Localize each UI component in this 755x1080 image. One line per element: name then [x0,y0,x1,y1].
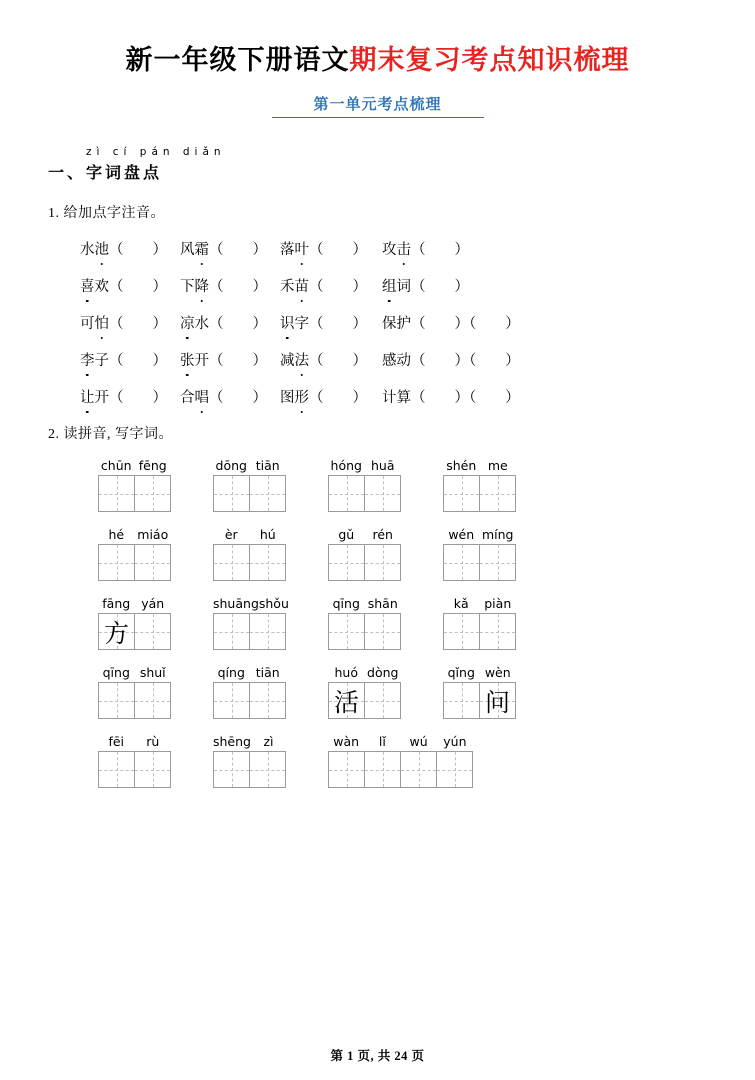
dotted-char: 苗 [294,279,309,295]
word-char: 词 [396,279,411,295]
tianzige-cell[interactable] [479,475,516,512]
pinyin-syllable: huó [334,665,358,680]
pinyin-syllable: shēng [213,734,251,749]
word-char: 开 [194,353,209,369]
zhuyin-item [382,238,469,259]
tianzige-group [443,664,516,719]
dotted-char: 霜 [194,242,209,258]
pinyin-syllable: hú [259,527,276,542]
group-pinyin [443,664,516,680]
zhuyin-item [382,386,520,407]
zhuyin-item [80,386,180,407]
tianzige-cell[interactable] [479,544,516,581]
group-pinyin [328,733,473,749]
tianzige-cells [328,544,401,581]
tianzige-group [443,595,516,650]
zhuyin-row [80,349,715,370]
zhuyin-item [180,238,280,259]
tianzige-cells [213,613,286,650]
zhuyin-item [382,275,469,296]
zhuyin-row [80,312,715,333]
word-char: 减 [280,353,295,369]
answer-blank[interactable]: （ ） [469,353,520,369]
tianzige-cells [328,751,473,788]
zhuyin-row [80,386,715,407]
question-2-label: 2. 读拼音, 写字词。 [48,427,173,442]
tianzige-cells [98,682,171,719]
pinyin-syllable: shǒu [258,596,289,611]
zhuyin-item [280,275,382,296]
answer-blank[interactable]: （ ） [309,242,367,258]
group-pinyin [213,664,286,680]
group-pinyin [443,595,516,611]
word-char: 计 [382,390,397,406]
word-char: 攻 [382,242,397,258]
tianzige-cell[interactable] [328,544,365,581]
tianzige-cells [328,475,401,512]
tianzige-cells [328,682,401,719]
tianzige-group [213,595,289,650]
zhuyin-item [80,312,180,333]
pinyin-syllable: fēi [108,734,125,749]
pinyin-syllable: hóng [330,458,362,473]
tianzige-cell[interactable] [98,682,135,719]
tianzige-cells [213,544,286,581]
word-char: 水 [80,242,95,258]
section-heading-pinyin: zì cí pán diǎn [86,146,226,158]
answer-blank[interactable]: （ ） [109,279,167,295]
word-char: 禾 [280,279,295,295]
tianzige-char: 方 [103,620,129,648]
answer-blank[interactable]: （ ） [109,316,167,332]
answer-blank[interactable]: （ ） [411,390,469,406]
pinyin-syllable: shuǐ [139,665,166,680]
tianzige-group [98,595,171,650]
word-char: 动 [396,353,411,369]
group-pinyin [213,526,286,542]
group-pinyin [98,664,171,680]
zhuyin-item [280,312,382,333]
pinyin-syllable: wàn [333,734,360,749]
section-heading [48,148,715,182]
pinyin-syllable: shuāng [213,596,259,611]
tianzige-group [213,457,286,512]
tianzige-cell[interactable] [249,544,286,581]
pinyin-syllable: chūn [100,458,132,473]
tianzige-cells [213,475,286,512]
tianzige-cell[interactable] [443,613,480,650]
dotted-char: 组 [382,279,397,295]
dotted-char: 降 [194,279,209,295]
zhuyin-item [80,275,180,296]
word-char: 图 [280,390,295,406]
tianzige-row [40,595,715,650]
tianzige-cell[interactable] [134,682,171,719]
tianzige-cells [443,475,516,512]
tianzige-cell[interactable] [436,751,473,788]
word-char: 保 [382,316,397,332]
zhuyin-item [382,312,520,333]
dotted-char: 形 [294,390,309,406]
zhuyin-item [180,312,280,333]
tianzige-group [443,457,516,512]
tianzige-cell[interactable] [364,544,401,581]
zhuyin-item [80,349,180,370]
zhuyin-row [80,275,715,296]
dotted-char: 怕 [94,316,109,332]
page-footer: 第 1 页, 共 24 页 [330,1049,425,1063]
word-char: 字 [294,316,309,332]
group-pinyin [98,595,171,611]
zhuyin-item [180,275,280,296]
pinyin-syllable: piàn [484,596,512,611]
tianzige-row [40,664,715,719]
word-char: 合 [180,390,195,406]
pinyin-syllable: gǔ [338,527,355,542]
pinyin-syllable: wú [409,734,428,749]
pinyin-syllable: huā [370,458,395,473]
pinyin-syllable: tiān [255,665,280,680]
tianzige-cells [98,544,171,581]
tianzige-cell[interactable] [249,751,286,788]
answer-blank[interactable]: （ ） [209,390,267,406]
group-pinyin [98,526,171,542]
pinyin-syllable: wèn [484,665,511,680]
tianzige-cell[interactable] [328,751,365,788]
dotted-char: 让 [80,390,95,406]
group-pinyin [98,733,171,749]
pinyin-syllable: qíng [217,665,245,680]
pinyin-syllable: fēng [138,458,167,473]
tianzige-cell[interactable] [134,544,171,581]
tianzige-group [98,664,171,719]
tianzige-cell[interactable] [98,613,135,650]
zhuyin-item [280,386,382,407]
tianzige-cell[interactable] [249,613,286,650]
answer-blank[interactable]: （ ） [309,390,367,406]
answer-blank[interactable]: （ ） [469,390,520,406]
pinyin-syllable: rù [146,734,160,749]
pinyin-syllable: shén [446,458,477,473]
answer-blank[interactable]: （ ） [411,279,469,295]
answer-blank[interactable]: （ ） [411,353,469,369]
word-char: 风 [180,242,195,258]
tianzige-cell[interactable] [364,475,401,512]
tianzige-cell[interactable] [134,751,171,788]
question-1-label: 1. 给加点字注音。 [48,206,165,221]
tianzige-cells [213,751,286,788]
tianzige-cell[interactable] [364,682,401,719]
zhuyin-exercise [80,238,715,407]
word-char: 感 [382,353,397,369]
tianzige-cell[interactable] [443,475,480,512]
word-char: 水 [194,316,209,332]
answer-blank[interactable]: （ ） [309,279,367,295]
group-pinyin [328,595,401,611]
pinyin-syllable: qīng [102,665,130,680]
dotted-char: 张 [180,353,195,369]
zhuyin-row [80,238,715,259]
answer-blank[interactable]: （ ） [109,242,167,258]
tianzige-group [328,457,401,512]
tianzige-cell[interactable] [98,544,135,581]
tianzige-group [328,526,401,581]
answer-blank[interactable]: （ ） [469,316,520,332]
tianzige-cell[interactable] [479,613,516,650]
word-char: 子 [94,353,109,369]
pinyin-syllable: wén [448,527,475,542]
tianzige-group [213,733,286,788]
pinyin-syllable: dòng [367,665,399,680]
tianzige-group [98,457,171,512]
tianzige-cell[interactable] [328,475,365,512]
tianzige-cell[interactable] [213,544,250,581]
page-title [40,38,715,77]
pinyin-syllable: zì [263,734,274,749]
tianzige-group [328,664,401,719]
dotted-char: 李 [80,353,95,369]
tianzige-row [40,526,715,581]
pinyin-syllable: fāng [102,596,131,611]
group-pinyin [328,526,401,542]
word-char: 护 [396,316,411,332]
word-char: 下 [180,279,195,295]
group-pinyin [443,526,516,542]
answer-blank[interactable]: （ ） [209,242,267,258]
answer-blank[interactable]: （ ） [411,242,469,258]
pinyin-syllable: qīng [332,596,360,611]
answer-blank[interactable]: （ ） [309,353,367,369]
answer-blank[interactable]: （ ） [209,279,267,295]
tianzige-cell[interactable] [134,475,171,512]
tianzige-cell[interactable] [249,682,286,719]
tianzige-cell[interactable] [249,475,286,512]
dotted-char: 法 [294,353,309,369]
group-pinyin [213,595,289,611]
pinyin-syllable: yún [443,734,467,749]
dotted-char: 击 [396,242,411,258]
answer-blank[interactable]: （ ） [309,316,367,332]
group-pinyin [213,457,286,473]
tianzige-cell[interactable] [213,682,250,719]
tianzige-cells [328,613,401,650]
pinyin-syllable: hé [108,527,125,542]
tianzige-group [213,664,286,719]
zhuyin-item [280,238,382,259]
tianzige-exercise [40,457,715,788]
tianzige-cell[interactable] [443,682,480,719]
group-pinyin [98,457,171,473]
word-char: 可 [80,316,95,332]
pinyin-syllable: rén [372,527,393,542]
tianzige-cell[interactable] [213,751,250,788]
dotted-char: 池 [94,242,109,258]
group-pinyin [328,457,401,473]
page-subtitle: 第一单元考点梳理 [313,97,442,113]
group-pinyin [213,733,286,749]
pinyin-syllable: tiān [255,458,280,473]
tianzige-group [98,526,171,581]
subtitle-underline [272,117,484,118]
tianzige-cells [443,682,516,719]
tianzige-group [98,733,171,788]
page-title-red: 期末复习考点知识梳理 [349,45,630,75]
zhuyin-item [280,349,382,370]
group-pinyin [328,664,401,680]
tianzige-row [40,457,715,512]
dotted-char: 识 [280,316,295,332]
dotted-char: 唱 [194,390,209,406]
zhuyin-item [382,349,520,370]
tianzige-cell[interactable] [213,613,250,650]
pinyin-syllable: dōng [215,458,247,473]
tianzige-cell[interactable] [328,682,365,719]
pinyin-syllable: shān [367,596,398,611]
pinyin-syllable: míng [481,527,514,542]
dotted-char: 喜 [80,279,95,295]
tianzige-group [213,526,286,581]
zhuyin-item [180,386,280,407]
dotted-char: 凉 [180,316,195,332]
tianzige-cell[interactable] [443,544,480,581]
word-char: 落 [280,242,295,258]
tianzige-group [328,733,473,788]
answer-blank[interactable]: （ ） [209,316,267,332]
tianzige-cells [98,613,171,650]
tianzige-cell[interactable] [364,613,401,650]
pinyin-syllable: lǐ [378,734,386,749]
tianzige-cell[interactable] [134,613,171,650]
tianzige-cells [98,751,171,788]
answer-blank[interactable]: （ ） [411,316,469,332]
tianzige-cell[interactable] [400,751,437,788]
dotted-char: 叶 [294,242,309,258]
answer-blank[interactable]: （ ） [109,390,167,406]
word-char: 算 [396,390,411,406]
tianzige-cell[interactable] [213,475,250,512]
tianzige-group [443,526,516,581]
section-heading-text: 一、字词盘点 [48,165,163,182]
tianzige-cells [443,544,516,581]
answer-blank[interactable]: （ ） [209,353,267,369]
page-title-black: 新一年级下册语文 [125,45,350,75]
group-pinyin [443,457,516,473]
pinyin-syllable: kǎ [453,596,469,611]
tianzige-cells [213,682,286,719]
tianzige-cell[interactable] [328,613,365,650]
tianzige-char: 问 [484,689,510,717]
pinyin-syllable: qǐng [447,665,475,680]
tianzige-cell[interactable] [364,751,401,788]
word-char: 开 [94,390,109,406]
pinyin-syllable: yán [141,596,165,611]
zhuyin-item [80,238,180,259]
tianzige-cells [98,475,171,512]
tianzige-char: 活 [333,689,359,717]
tianzige-row [40,733,715,788]
word-char: 欢 [94,279,109,295]
tianzige-cell[interactable] [98,475,135,512]
zhuyin-item [180,349,280,370]
answer-blank[interactable]: （ ） [109,353,167,369]
tianzige-cells [443,613,516,650]
pinyin-syllable: me [487,458,508,473]
tianzige-group [328,595,401,650]
pinyin-syllable: èr [224,527,238,542]
tianzige-cell[interactable] [479,682,516,719]
tianzige-cell[interactable] [98,751,135,788]
pinyin-syllable: miáo [137,527,169,542]
